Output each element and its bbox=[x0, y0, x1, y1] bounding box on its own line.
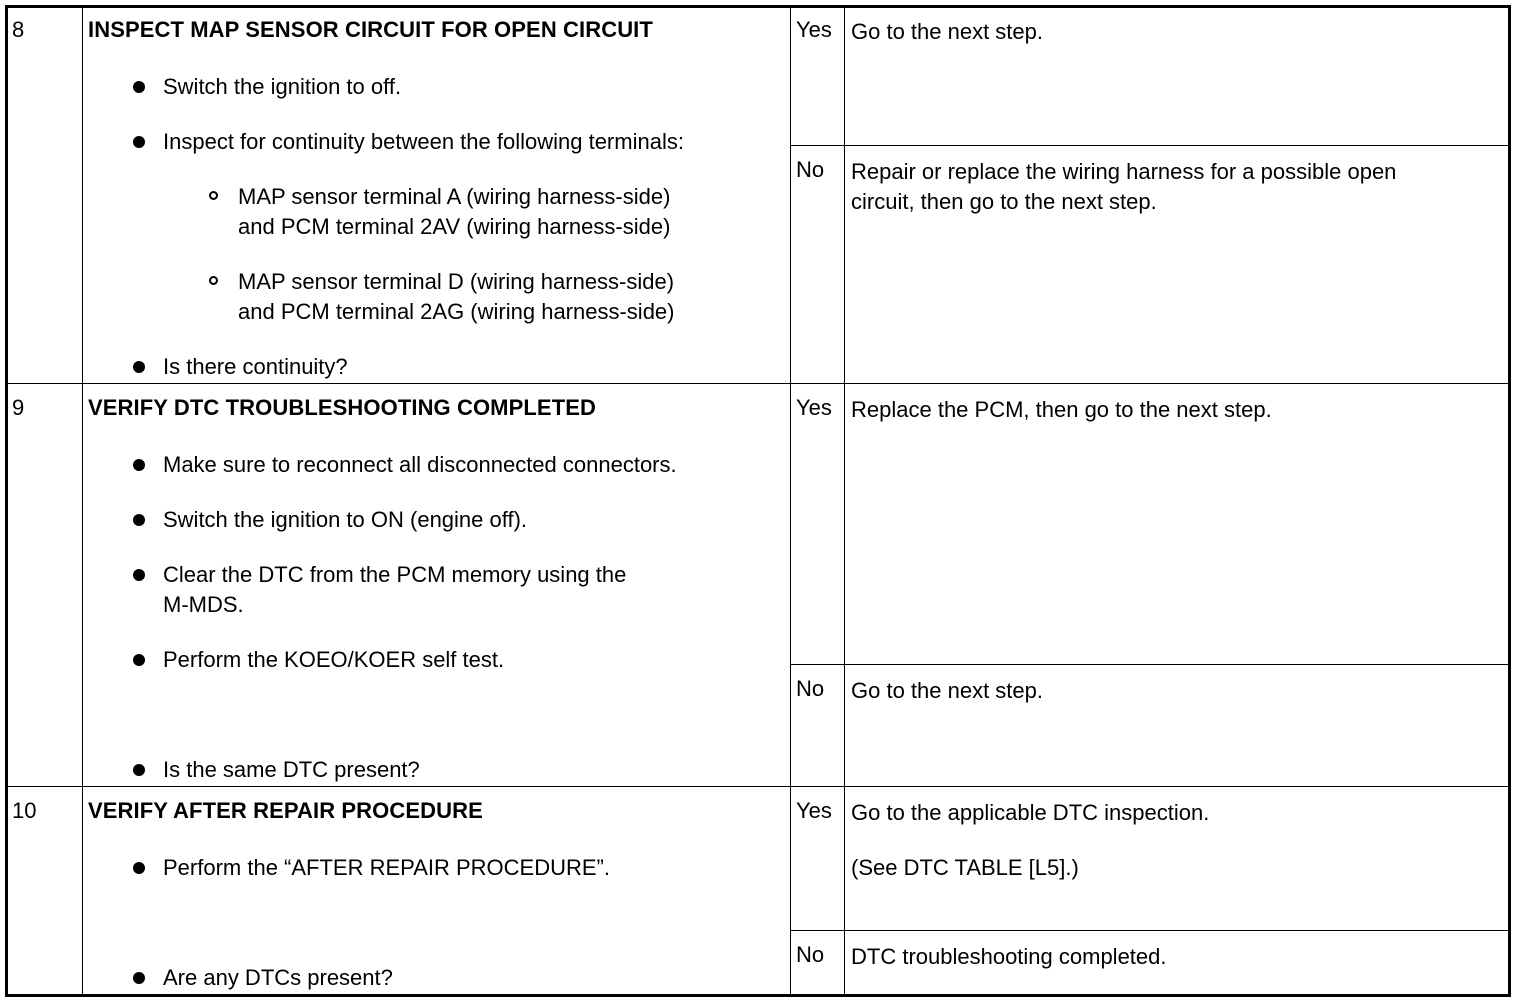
bullet-icon bbox=[133, 361, 145, 373]
step-number: 8 bbox=[12, 17, 25, 42]
step-instruction: Switch the ignition to ON (engine off). bbox=[163, 507, 528, 532]
yes-result-reference: (See DTC TABLE [L5].) bbox=[851, 855, 1079, 880]
bullet-icon bbox=[133, 654, 145, 666]
step-question: Is the same DTC present? bbox=[163, 757, 420, 782]
yes-result: Go to the next step. bbox=[851, 19, 1044, 44]
bullet-icon bbox=[133, 514, 145, 526]
yes-label: Yes bbox=[796, 395, 832, 420]
step-title: INSPECT MAP SENSOR CIRCUIT FOR OPEN CIRCUIT bbox=[88, 17, 653, 42]
no-label: No bbox=[796, 942, 825, 967]
step-title: VERIFY AFTER REPAIR PROCEDURE bbox=[88, 798, 483, 823]
bullet-icon bbox=[133, 569, 145, 581]
bullet-icon bbox=[133, 764, 145, 776]
step-row-10 bbox=[8, 787, 1508, 994]
sub-instruction-line: MAP sensor terminal D (wiring harness-side) bbox=[238, 269, 675, 294]
step-instruction: Perform the KOEO/KOER self test. bbox=[163, 647, 505, 672]
yes-label: Yes bbox=[796, 17, 832, 42]
sub-instruction-line: and PCM terminal 2AV (wiring harness-side) bbox=[238, 214, 671, 239]
no-result-line: Repair or replace the wiring harness for a possible open bbox=[851, 159, 1397, 184]
step-question: Are any DTCs present? bbox=[163, 965, 393, 990]
troubleshooting-table bbox=[5, 5, 1511, 997]
yes-result: Replace the PCM, then go to the next step. bbox=[851, 397, 1272, 422]
sub-instruction-line: and PCM terminal 2AG (wiring harness-side) bbox=[238, 299, 675, 324]
no-result-line: circuit, then go to the next step. bbox=[851, 189, 1157, 214]
yes-result-line: Go to the applicable DTC inspection. bbox=[851, 800, 1210, 825]
yes-label: Yes bbox=[796, 798, 832, 823]
bullet-icon bbox=[133, 136, 145, 148]
no-label: No bbox=[796, 157, 825, 182]
answer-divider bbox=[790, 930, 1508, 931]
bullet-icon bbox=[133, 81, 145, 93]
bullet-icon bbox=[133, 862, 145, 874]
no-label: No bbox=[796, 676, 825, 701]
step-instruction: Clear the DTC from the PCM memory using the bbox=[163, 562, 627, 587]
step-title: VERIFY DTC TROUBLESHOOTING COMPLETED bbox=[88, 395, 596, 420]
step-question: Is there continuity? bbox=[163, 354, 348, 379]
answer-divider bbox=[790, 145, 1508, 146]
answer-divider bbox=[790, 664, 1508, 665]
no-result: Go to the next step. bbox=[851, 678, 1044, 703]
sub-bullet-icon bbox=[209, 191, 218, 200]
step-instruction: Switch the ignition to off. bbox=[163, 74, 402, 99]
step-row-8 bbox=[8, 8, 1508, 383]
sub-bullet-icon bbox=[209, 276, 218, 285]
no-result: DTC troubleshooting completed. bbox=[851, 944, 1167, 969]
sub-instruction-line: MAP sensor terminal A (wiring harness-side) bbox=[238, 184, 671, 209]
step-instruction: Make sure to reconnect all disconnected connectors. bbox=[163, 452, 677, 477]
step-instruction-continued: M-MDS. bbox=[163, 592, 244, 617]
bullet-icon bbox=[133, 459, 145, 471]
step-instruction: Perform the “AFTER REPAIR PROCEDURE”. bbox=[163, 855, 610, 880]
step-number: 10 bbox=[12, 798, 37, 823]
bullet-icon bbox=[133, 972, 145, 984]
step-instruction: Inspect for continuity between the following terminals: bbox=[163, 129, 684, 154]
step-number: 9 bbox=[12, 395, 25, 420]
step-row-9 bbox=[8, 384, 1508, 786]
